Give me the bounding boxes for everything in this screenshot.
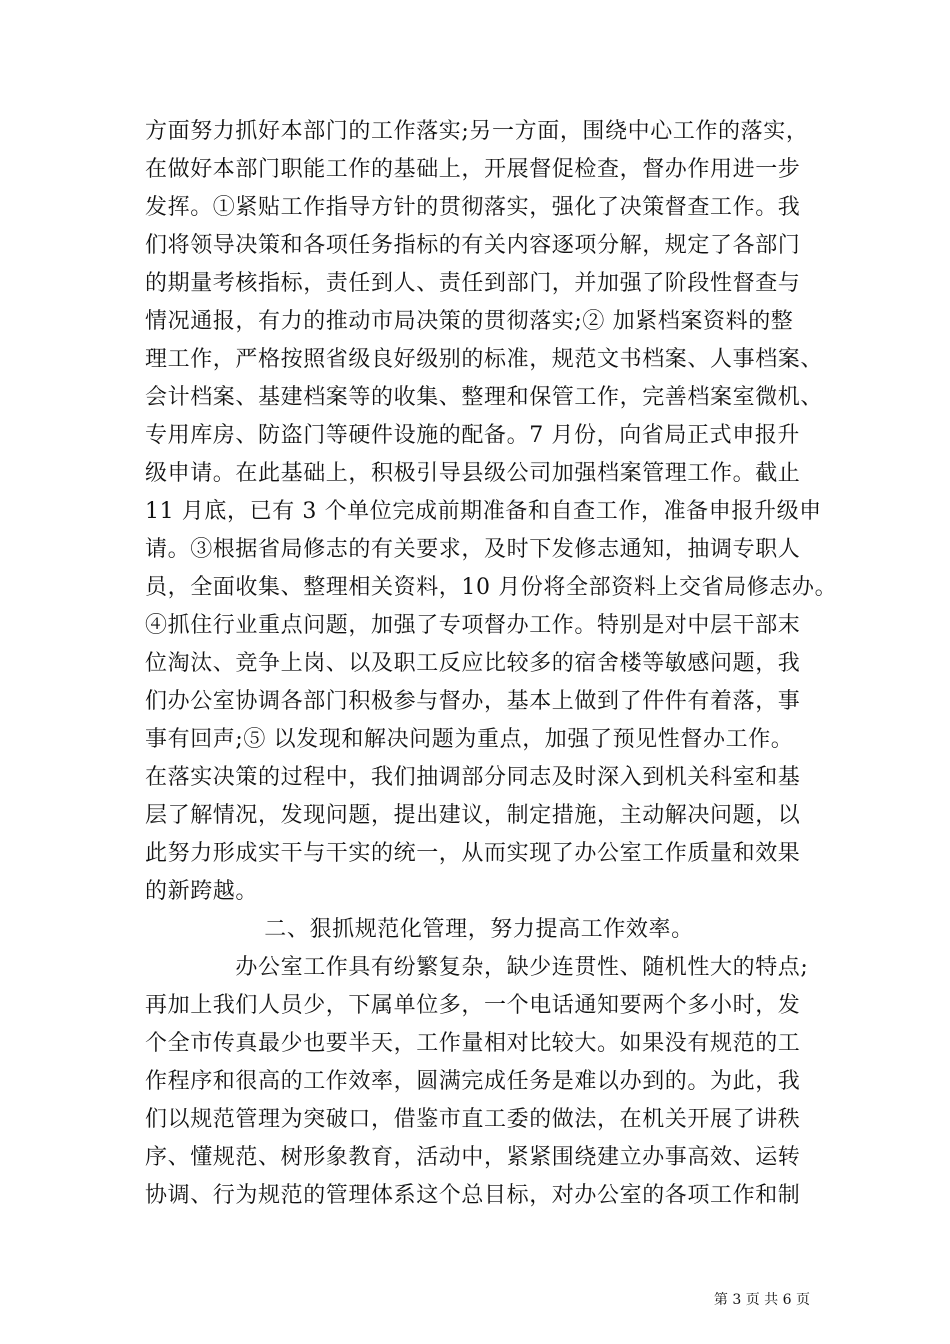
body-text-line: 的新跨越。 [145,879,259,904]
body-text-line: 们以规范管理为突破口，借鉴市直工委的做法，在机关开展了讲秩 [145,1107,801,1132]
body-text-line: 协调、行为规范的管理体系这个总目标，对办公室的各项工作和制 [145,1183,801,1208]
page-number-footer: 第 3 页 共 6 页 [713,1292,810,1308]
body-text-line: 在做好本部门职能工作的基础上，开展督促检查，督办作用进一步 [145,157,801,182]
body-text-line: 在落实决策的过程中，我们抽调部分同志及时深入到机关科室和基 [145,765,801,790]
body-text-line: 序、懂规范、树形象教育，活动中，紧紧围绕建立办事高效、运转 [145,1145,801,1170]
body-text-line: 个全市传真最少也要半天，工作量相对比较大。如果没有规范的工 [145,1031,801,1056]
body-text-line: 发挥。①紧贴工作指导方针的贯彻落实，强化了决策督查工作。我 [145,195,801,220]
body-text-line: 们将领导决策和各项任务指标的有关内容逐项分解，规定了各部门 [145,233,801,258]
body-text-line: 办公室工作具有纷繁复杂，缺少连贯性、随机性大的特点; [145,955,809,980]
body-text-line: 会计档案、基建档案等的收集、整理和保管工作，完善档案室微机、 [145,385,824,410]
body-text-line: 级申请。在此基础上，积极引导县级公司加强档案管理工作。截止 [145,461,801,486]
body-text-line: ④抓住行业重点问题，加强了专项督办工作。特别是对中层干部末 [145,613,801,638]
body-text-line: 方面努力抓好本部门的工作落实;另一方面，围绕中心工作的落实， [145,119,809,144]
body-text-line: 事有回声;⑤ 以发现和解决问题为重点，加强了预见性督办工作。 [145,727,794,752]
body-text-line: 作程序和很高的工作效率，圆满完成任务是难以办到的。为此，我 [145,1069,801,1094]
section-heading: 二、狠抓规范化管理，努力提高工作效率。 [264,917,694,942]
body-text-line: 层了解情况，发现问题，提出建议，制定措施，主动解决问题，以 [145,803,801,828]
body-text-line: 理工作，严格按照省级良好级别的标准，规范文书档案、人事档案、 [145,347,824,372]
body-text-line: 请。③根据省局修志的有关要求，及时下发修志通知，抽调专职人 [145,537,801,562]
body-text-line: 员，全面收集、整理相关资料，10 月份将全部资料上交省局修志办。 [145,575,838,600]
body-text-line: 们办公室协调各部门积极参与督办，基本上做到了件件有着落，事 [145,689,801,714]
body-text-line: 专用库房、防盗门等硬件设施的配备。7 月份，向省局正式申报升 [145,423,800,448]
body-text-line: 11 月底，已有 3 个单位完成前期准备和自查工作，准备申报升级申 [145,499,822,524]
body-text-line: 位淘汰、竞争上岗、以及职工反应比较多的宿舍楼等敏感问题，我 [145,651,801,676]
body-text-line: 此努力形成实干与干实的统一，从而实现了办公室工作质量和效果 [145,841,801,866]
body-text-line: 再加上我们人员少，下属单位多，一个电话通知要两个多小时，发 [145,993,801,1018]
body-text-line: 的期量考核指标，责任到人、责任到部门，并加强了阶段性督查与 [145,271,801,296]
body-text-line: 情况通报，有力的推动市局决策的贯彻落实;② 加紧档案资料的整 [145,309,794,334]
